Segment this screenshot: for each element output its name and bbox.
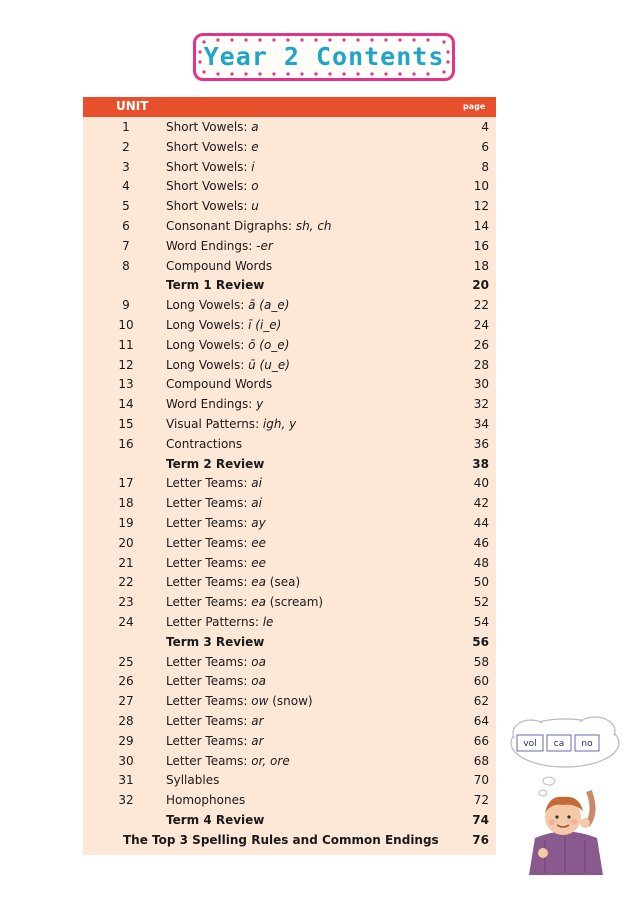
unit-title-text: Term 2 Review (166, 456, 265, 471)
page-number: 26 (473, 337, 489, 352)
unit-title-text: Letter Teams: (166, 753, 252, 768)
unit-title (166, 674, 266, 688)
unit-number: 30 (118, 753, 134, 768)
unit-title-text: Letter Teams: (166, 733, 252, 748)
page-number: 6 (481, 139, 489, 154)
unit-title-pattern: ee (251, 535, 266, 550)
page-number: 62 (473, 694, 489, 709)
unit-title (166, 120, 259, 134)
table-row (83, 553, 496, 573)
thought-cloud (511, 717, 619, 796)
page-number: 22 (473, 298, 489, 313)
unit-number: 6 (122, 219, 130, 233)
unit-title-pattern: oa (251, 654, 266, 669)
page-number: 4 (481, 120, 489, 134)
unit-number: 29 (118, 733, 134, 748)
unit-title-pattern: le (262, 615, 274, 629)
unit-title (166, 377, 272, 391)
table-row (83, 731, 496, 751)
page-number: 46 (473, 535, 489, 550)
unit-title-pattern: e (251, 139, 259, 154)
unit-title-text: Short Vowels: (166, 139, 252, 154)
unit-number: 5 (122, 199, 130, 214)
unit-number: 21 (118, 555, 134, 570)
table-row (83, 671, 496, 691)
table-row (83, 770, 496, 790)
unit-title-pattern: ar (251, 733, 264, 748)
unit-title (166, 655, 266, 669)
unit-title-text: Letter Teams: (166, 555, 252, 570)
unit-title-text: Letter Teams: (166, 674, 252, 689)
unit-number: 4 (122, 179, 130, 194)
table-row (83, 117, 496, 137)
table-row (83, 790, 496, 810)
table-row (83, 691, 496, 711)
unit-title-example: (sea) (265, 575, 301, 590)
table-row (83, 493, 496, 513)
unit-title-text: Syllables (166, 773, 220, 788)
page-number: 74 (472, 813, 489, 827)
unit-title-text: Letter Teams: (166, 496, 252, 511)
unit-title (166, 278, 264, 292)
unit-title-pattern: y (256, 397, 264, 412)
unit-title-text: Homophones (166, 793, 246, 808)
unit-title-text: Compound Words (166, 377, 273, 392)
review-row (83, 810, 496, 830)
unit-title (166, 694, 313, 708)
table-row (83, 137, 496, 157)
unit-title-pattern: ū (u_e) (248, 357, 290, 372)
page-number: 12 (473, 199, 489, 214)
unit-title (166, 417, 296, 431)
table-row (83, 513, 496, 533)
unit-title (166, 219, 332, 233)
unit-title-pattern: ō (o_e) (248, 337, 290, 352)
unit-number: 24 (118, 615, 134, 629)
unit-title (166, 298, 289, 312)
page-number: 68 (473, 753, 489, 768)
unit-number: 14 (118, 397, 134, 412)
page-number: 28 (473, 357, 489, 372)
unit-title-text: Short Vowels: (166, 159, 252, 174)
final-row-page: 76 (472, 832, 489, 847)
table-row (83, 315, 496, 335)
unit-title (166, 754, 290, 768)
table-row (83, 414, 496, 434)
unit-title-text: Letter Teams: (166, 595, 252, 610)
unit-title-text: Letter Teams: (166, 476, 252, 491)
page-number: 56 (472, 634, 489, 649)
unit-title (166, 318, 281, 332)
unit-number: 15 (118, 417, 134, 431)
page-number: 60 (473, 674, 489, 689)
unit-title (166, 358, 290, 372)
unit-title-text: Term 3 Review (166, 634, 265, 649)
table-row (83, 711, 496, 731)
syllable-cards (517, 735, 599, 751)
page-number: 44 (473, 516, 489, 530)
unit-number: 25 (118, 654, 134, 669)
page-number: 52 (473, 595, 489, 610)
unit-number: 20 (118, 535, 134, 550)
unit-title-text: Word Endings: (166, 397, 257, 412)
unit-title-pattern: u (251, 199, 259, 214)
page-number: 16 (473, 238, 489, 253)
unit-title-pattern: o (251, 179, 259, 194)
unit-number: 28 (118, 714, 134, 728)
unit-title-pattern: ay (251, 516, 266, 530)
contents-table (83, 97, 496, 855)
unit-title (166, 536, 266, 550)
unit-title (166, 140, 259, 154)
unit-number: 17 (118, 476, 134, 491)
page-number: 72 (473, 793, 489, 808)
unit-title-text: Letter Teams: (166, 654, 252, 669)
table-row (83, 216, 496, 236)
table-row (83, 652, 496, 672)
page-number: 30 (473, 377, 489, 392)
page-title: Year 2 Contents (203, 42, 445, 71)
child-thinking-mascot (505, 713, 625, 878)
unit-number: 1 (122, 120, 130, 134)
page-number: 48 (473, 555, 489, 570)
page-number: 66 (473, 733, 489, 748)
unit-title (166, 338, 289, 352)
unit-title-pattern: ai (251, 496, 262, 511)
unit-title (166, 595, 323, 609)
page-number: 14 (473, 219, 489, 233)
unit-title-pattern: ee (251, 555, 266, 570)
page-number: 42 (473, 496, 489, 511)
unit-title-text: Short Vowels: (166, 179, 252, 194)
table-row (83, 473, 496, 493)
page-number: 40 (473, 476, 489, 491)
unit-title-pattern: ea (251, 575, 266, 590)
unit-title-text: Term 4 Review (166, 813, 265, 827)
table-row (83, 236, 496, 256)
unit-number: 23 (118, 595, 134, 610)
table-row (83, 256, 496, 276)
unit-title-pattern: ea (251, 595, 266, 610)
unit-title-pattern: oa (251, 674, 266, 689)
unit-title-text: Letter Teams: (166, 694, 252, 709)
unit-title-text: Long Vowels: (166, 337, 249, 352)
final-row-title: The Top 3 Spelling Rules and Common Endings (123, 832, 439, 847)
unit-number: 13 (118, 377, 134, 392)
unit-title-pattern: ā (a_e) (248, 298, 290, 313)
unit-title (166, 714, 264, 728)
unit-title (166, 239, 273, 253)
unit-title (166, 179, 259, 193)
unit-number: 12 (118, 357, 134, 372)
title-banner (193, 33, 455, 81)
final-row (83, 830, 496, 850)
unit-title-text: Contractions (166, 436, 243, 451)
syllable-no: no (581, 739, 593, 749)
unit-title (166, 437, 242, 451)
unit-title-pattern: igh, y (262, 417, 297, 431)
unit-title (166, 457, 264, 471)
table-row (83, 176, 496, 196)
unit-number: 3 (122, 159, 130, 174)
unit-title (166, 615, 273, 629)
page-number: 24 (473, 318, 489, 332)
page-number: 58 (473, 654, 489, 669)
unit-number: 26 (118, 674, 134, 689)
table-row (83, 592, 496, 612)
unit-number: 16 (118, 436, 134, 451)
unit-title-text: Word Endings: (166, 238, 257, 253)
unit-number: 7 (122, 238, 130, 253)
page-number: 32 (473, 397, 489, 412)
page-number: 38 (472, 456, 489, 471)
unit-title-pattern: ar (251, 714, 264, 728)
page-number: 50 (473, 575, 489, 590)
page-number: 54 (473, 615, 489, 629)
unit-title-text: Letter Teams: (166, 575, 252, 590)
unit-title (166, 734, 264, 748)
table-row (83, 533, 496, 553)
unit-title-example: (scream) (265, 595, 324, 610)
page-number: 34 (473, 417, 489, 431)
page-number: 10 (473, 179, 489, 194)
unit-title-text: Short Vowels: (166, 120, 252, 134)
unit-title (166, 160, 255, 174)
unit-number: 2 (122, 139, 130, 154)
review-row (83, 454, 496, 474)
unit-title-pattern: ai (251, 476, 262, 491)
unit-title-pattern: or, ore (251, 753, 290, 768)
unit-column-header: UNIT (116, 99, 149, 113)
unit-title-text: Long Vowels: (166, 318, 249, 332)
table-row (83, 612, 496, 632)
unit-title-example: (snow) (268, 694, 313, 709)
page-column-header: page (463, 102, 486, 111)
unit-number: 18 (118, 496, 134, 511)
page-number: 64 (473, 714, 489, 728)
table-row (83, 335, 496, 355)
unit-title (166, 259, 272, 273)
unit-title (166, 397, 263, 411)
page-number: 20 (472, 278, 489, 293)
unit-number: 19 (118, 516, 134, 530)
unit-title-text: Visual Patterns: (166, 417, 263, 431)
unit-title (166, 199, 259, 213)
unit-title-text: Letter Patterns: (166, 615, 263, 629)
unit-title-pattern: a (251, 120, 259, 134)
table-row (83, 374, 496, 394)
page-number: 18 (473, 258, 489, 273)
unit-title-text: Term 1 Review (166, 278, 265, 293)
table-row (83, 434, 496, 454)
unit-title-text: Letter Teams: (166, 714, 252, 728)
unit-title-text: Long Vowels: (166, 357, 249, 372)
table-row (83, 394, 496, 414)
unit-number: 31 (118, 773, 134, 788)
table-row (83, 157, 496, 177)
table-row (83, 295, 496, 315)
unit-title-text: Letter Teams: (166, 535, 252, 550)
unit-title (166, 813, 264, 827)
unit-title (166, 476, 262, 490)
table-header (83, 97, 496, 117)
unit-title-text: Short Vowels: (166, 199, 252, 214)
unit-title-pattern: ow (251, 694, 269, 709)
page-number: 36 (473, 436, 489, 451)
unit-title-pattern: sh, ch (295, 219, 332, 233)
unit-number: 10 (118, 318, 134, 332)
table-row (83, 355, 496, 375)
unit-number: 9 (122, 298, 130, 313)
page-number: 8 (481, 159, 489, 174)
review-row (83, 275, 496, 295)
unit-title-pattern: i (251, 159, 255, 174)
unit-title (166, 556, 266, 570)
unit-title-text: Compound Words (166, 258, 273, 273)
unit-title-text: Letter Teams: (166, 516, 252, 530)
table-row (83, 196, 496, 216)
unit-number: 32 (118, 793, 134, 808)
table-row (83, 572, 496, 592)
unit-number: 22 (118, 575, 134, 590)
unit-number: 8 (122, 258, 130, 273)
unit-title (166, 793, 245, 807)
unit-title (166, 516, 266, 530)
syllable-vol: vol (523, 739, 537, 749)
page-number: 70 (473, 773, 489, 788)
review-row (83, 632, 496, 652)
table-row (83, 751, 496, 771)
unit-title-pattern: ī (i_e) (248, 318, 282, 332)
unit-number: 27 (118, 694, 134, 709)
unit-title (166, 575, 300, 589)
unit-title-pattern: -er (256, 238, 273, 253)
unit-title (166, 635, 264, 649)
unit-title-text: Consonant Digraphs: (166, 219, 296, 233)
unit-title (166, 773, 219, 787)
unit-title (166, 496, 262, 510)
unit-number: 11 (118, 337, 134, 352)
unit-title-text: Long Vowels: (166, 298, 249, 313)
syllable-ca: ca (553, 739, 565, 749)
